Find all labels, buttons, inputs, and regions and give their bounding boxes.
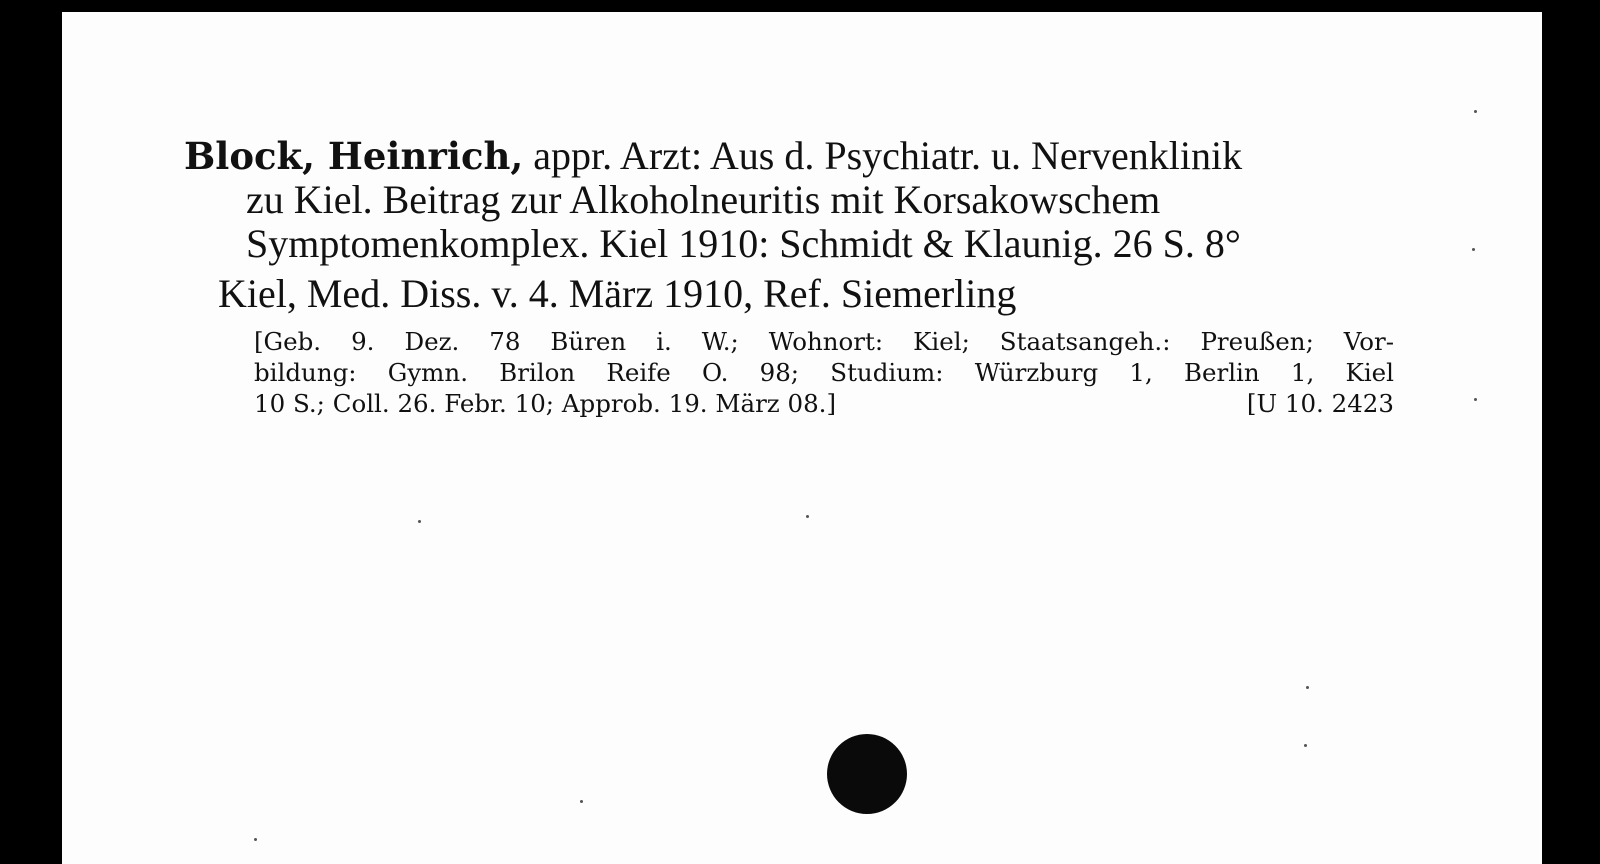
biographical-note (184, 326, 1394, 419)
shelfmark: [U 10. 2423 (1246, 389, 1394, 418)
entry-line-1 (184, 134, 1394, 178)
dust-speck (580, 800, 583, 803)
bio-line-2: bildung: Gymn. Brilon Reife O. 98; Studium: Würzburg 1, Berlin 1, Kiel (254, 358, 1394, 387)
dust-speck (1304, 744, 1307, 747)
punch-hole (827, 734, 907, 814)
dust-speck (806, 515, 809, 518)
dust-speck (1472, 248, 1475, 251)
dust-speck (418, 520, 421, 523)
entry-line-3: Symptomenkomplex. Kiel 1910: Schmidt & Klaunig. 26 S. 8° (246, 221, 1241, 266)
entry-line-2: zu Kiel. Beitrag zur Alkoholneuritis mit Korsakowschem (246, 177, 1161, 222)
dust-speck (254, 838, 257, 841)
dust-speck (1474, 110, 1477, 113)
author-name: Block, Heinrich, (184, 134, 524, 178)
dust-speck (1474, 398, 1477, 401)
bio-line-3-row (254, 388, 1394, 419)
index-card (62, 12, 1542, 864)
dust-speck (1306, 686, 1309, 689)
bio-line-3: 10 S.; Coll. 26. Febr. 10; Approb. 19. März 08.] (254, 389, 837, 418)
dissertation-note: Kiel, Med. Diss. v. 4. März 1910, Ref. Siemerling (218, 271, 1017, 316)
catalog-entry (184, 134, 1394, 419)
title-part-1: appr. Arzt: Aus d. Psychiatr. u. Nervenklinik (533, 133, 1243, 178)
bio-line-1: [Geb. 9. Dez. 78 Büren i. W.; Wohnort: Kiel; Staatsangeh.: Preußen; Vor- (254, 327, 1394, 356)
